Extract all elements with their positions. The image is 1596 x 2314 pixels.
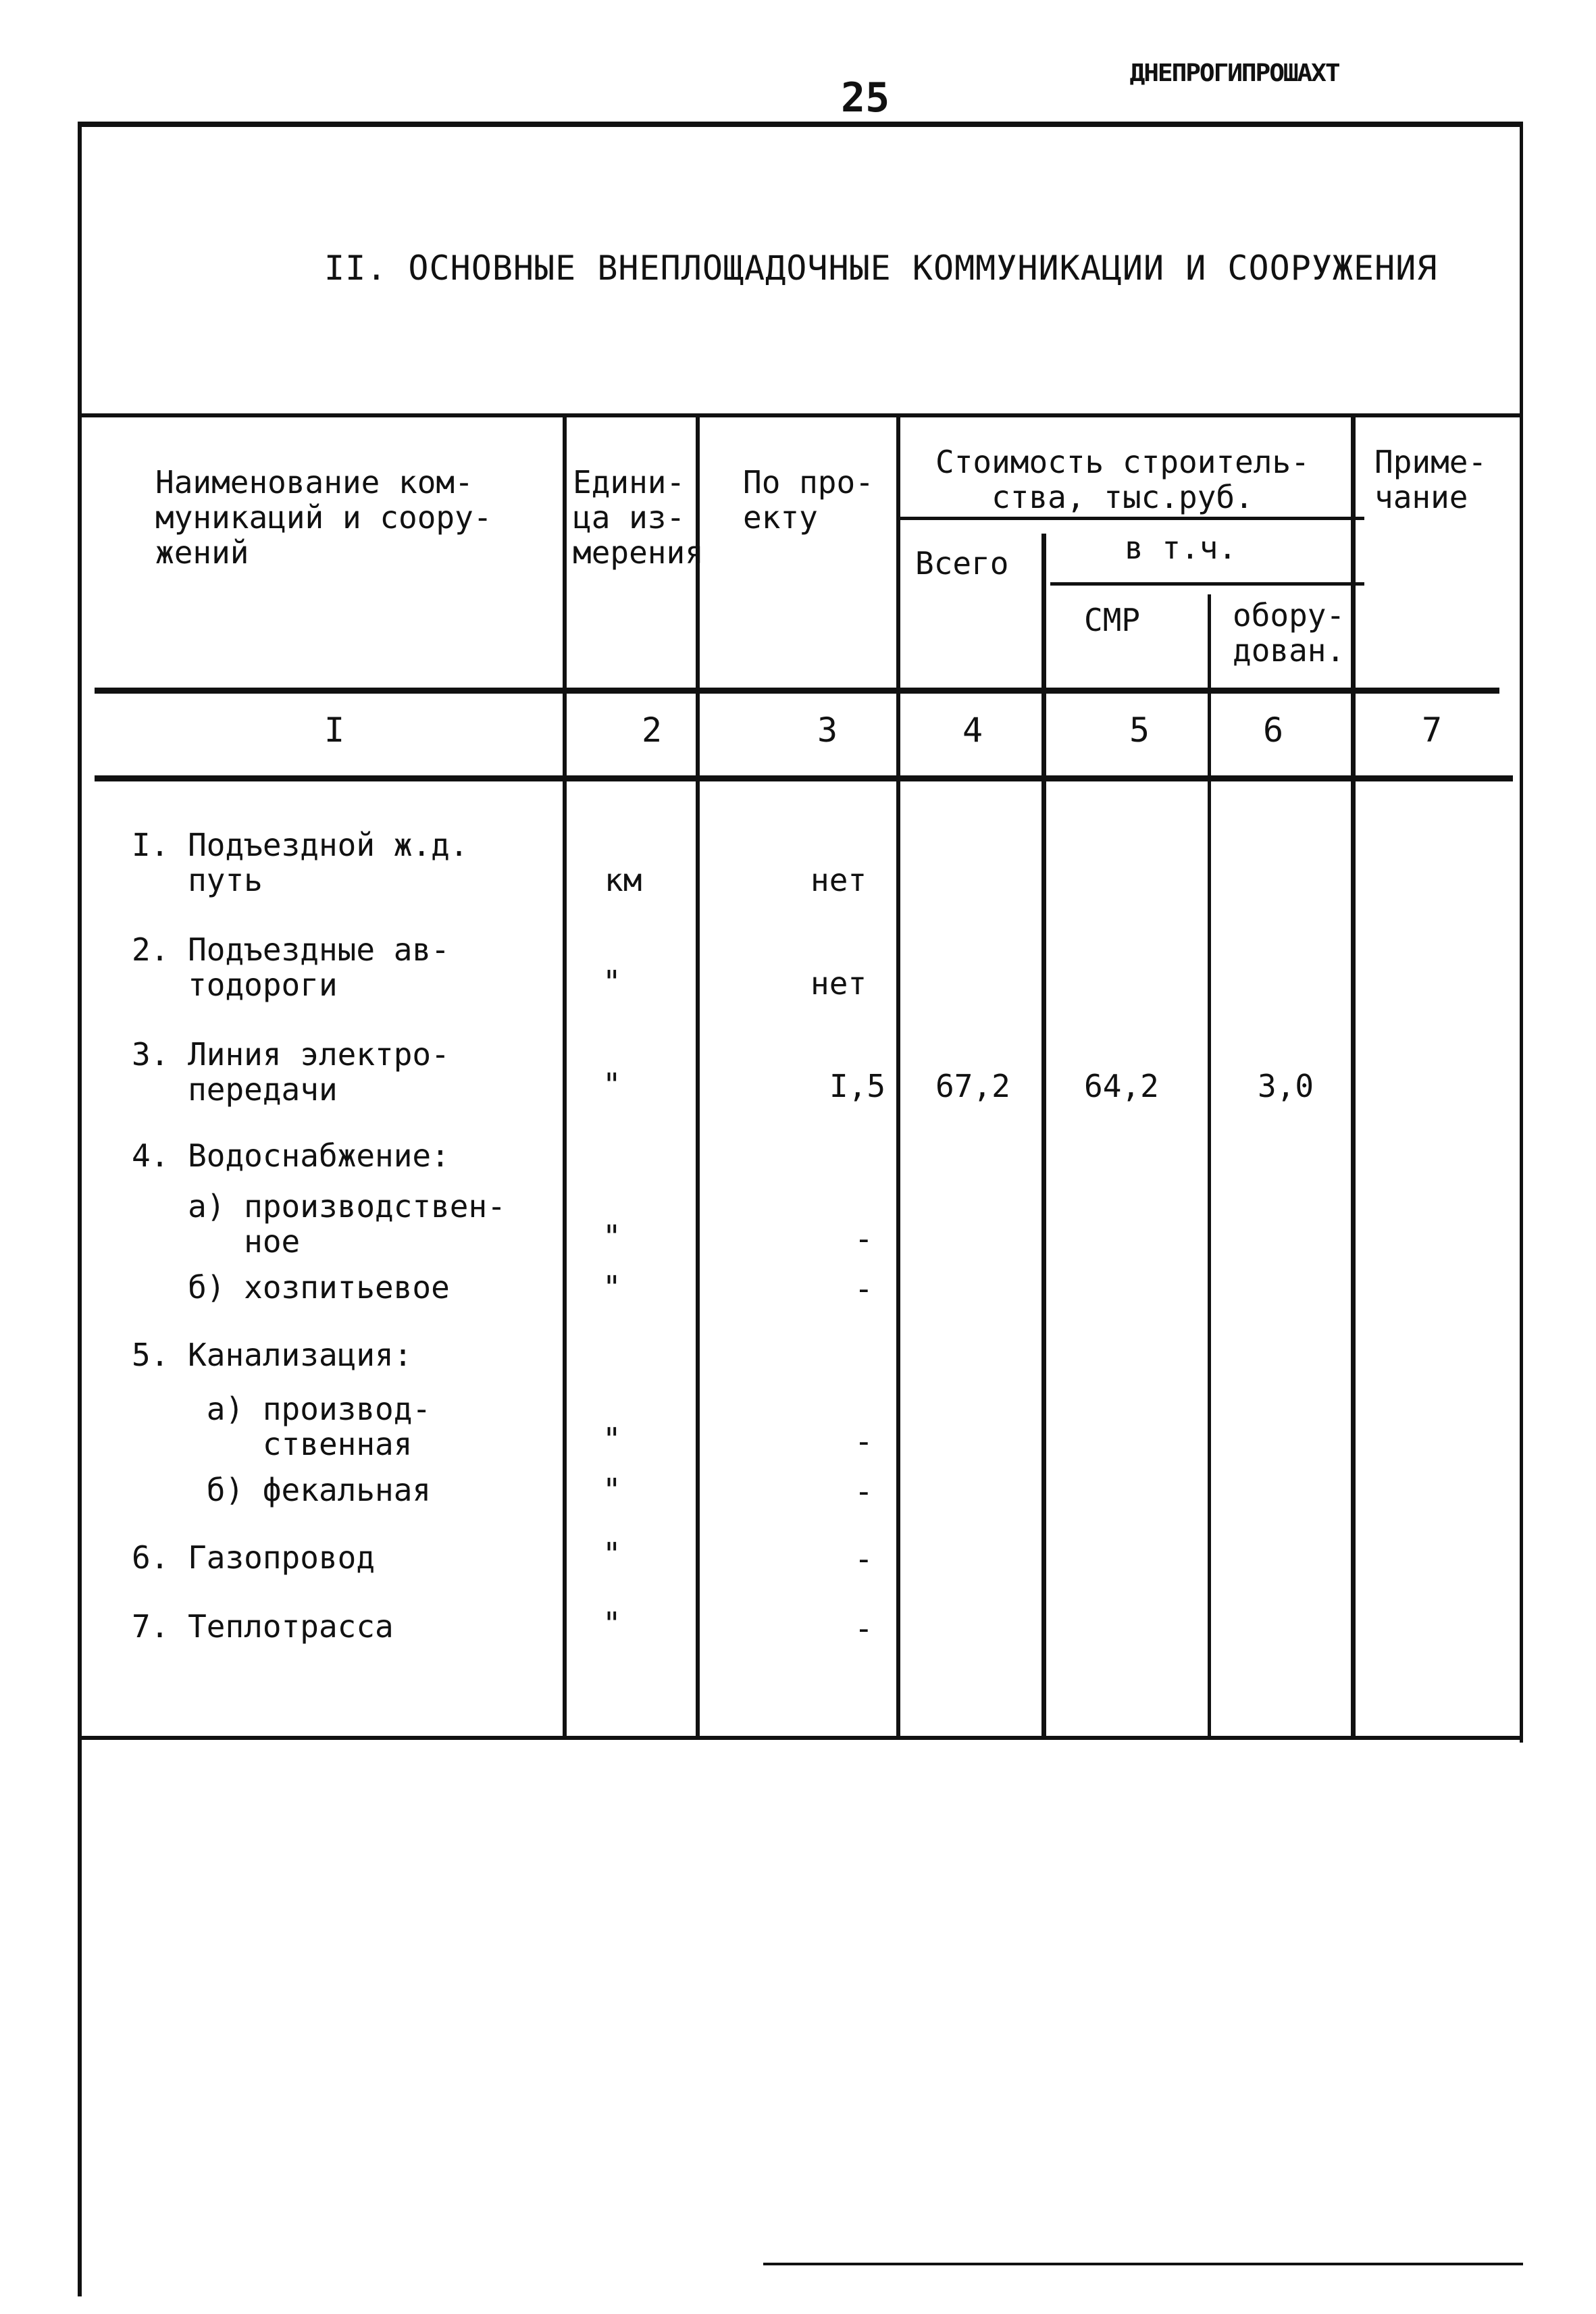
row-5a-project: - [854, 1423, 873, 1460]
header-incl: в т.ч. [1125, 530, 1237, 566]
header-bottom-line [95, 688, 1499, 694]
header-project: По про- екту [743, 464, 874, 536]
column-line-3 [896, 417, 900, 1736]
row-6-project: - [854, 1541, 873, 1577]
row-5a-unit: " [602, 1421, 621, 1458]
column-line-5 [1208, 594, 1211, 1736]
row-7-name: 7. Теплотрасса [132, 1608, 394, 1645]
row-5b-project: - [854, 1473, 873, 1510]
row-1-unit: км [604, 862, 642, 898]
incl-subheader-line [1050, 582, 1364, 586]
row-4b-name: б) хозпитьевое [132, 1269, 450, 1306]
row-4b-project: - [854, 1270, 873, 1307]
header-cost: Стоимость строитель- ства, тыс.руб. [935, 444, 1310, 515]
row-4a-name: а) производствен- ное [188, 1188, 506, 1260]
column-number-3: 3 [817, 711, 838, 750]
row-4a-project: - [854, 1220, 873, 1257]
frame-right-line [1520, 122, 1523, 1743]
frame-left-line [78, 122, 82, 2296]
column-number-7: 7 [1422, 711, 1443, 750]
cost-subheader-line [898, 517, 1364, 520]
row-7-unit: " [602, 1605, 621, 1642]
row-1-project: нет [810, 862, 867, 898]
header-unit: Едини- ца из- мерения [573, 464, 704, 571]
table-header-top-line [82, 413, 1523, 417]
column-number-4: 4 [962, 711, 983, 750]
column-line-6 [1351, 417, 1356, 1736]
row-3-project: I,5 [829, 1068, 886, 1104]
header-note: Приме- чание [1374, 444, 1487, 515]
row-2-project: нет [810, 965, 867, 1002]
header-name: Наименование ком- муникаций и соору- жений [155, 464, 492, 571]
row-3-total: 67,2 [935, 1068, 1010, 1104]
row-3-smr: 64,2 [1084, 1068, 1159, 1104]
row-5b-name: б) фекальная [132, 1472, 432, 1508]
table-bottom-line [82, 1736, 1523, 1740]
column-numbers-bottom-line [95, 775, 1513, 781]
header-total: Всего [915, 545, 1009, 582]
column-line-1 [563, 417, 567, 1736]
frame-top-line [78, 122, 1523, 127]
row-2-name: 2. Подъездные ав- тодороги [132, 931, 450, 1003]
row-1-name: I. Подъездной ж.д. путь [132, 827, 469, 898]
row-5-name: 5. Канализация: [132, 1337, 413, 1373]
header-equip: обору- дован. [1233, 597, 1345, 669]
column-number-1: I [324, 711, 345, 750]
column-number-2: 2 [642, 711, 663, 750]
column-line-4 [1041, 534, 1046, 1736]
row-3-unit: " [602, 1066, 621, 1103]
row-3-name: 3. Линия электро- передачи [132, 1036, 450, 1108]
row-4-name: 4. Водоснабжение: [132, 1137, 450, 1174]
row-3-equip: 3,0 [1258, 1068, 1314, 1104]
column-line-2 [696, 417, 700, 1736]
column-number-6: 6 [1263, 711, 1284, 750]
row-6-name: 6. Газопровод [132, 1539, 376, 1576]
header-smr: СМР [1084, 602, 1141, 638]
page-number: 25 [841, 74, 890, 122]
row-2-unit: " [602, 964, 621, 1000]
row-7-project: - [854, 1610, 873, 1647]
organization-stamp: ДНЕПРОГИПРОШАХТ [1129, 59, 1339, 87]
column-number-5: 5 [1129, 711, 1150, 750]
row-6-unit: " [602, 1536, 621, 1572]
row-5b-unit: " [602, 1472, 621, 1508]
row-4b-unit: " [602, 1269, 621, 1306]
section-title: II. ОСНОВНЫЕ ВНЕПЛОЩАДОЧНЫЕ КОММУНИКАЦИИ И СООРУЖЕНИЯ [324, 249, 1438, 288]
row-4a-unit: " [602, 1218, 621, 1255]
row-5a-name: а) производ- ственная [206, 1391, 432, 1462]
page-bottom-line [763, 2263, 1523, 2265]
